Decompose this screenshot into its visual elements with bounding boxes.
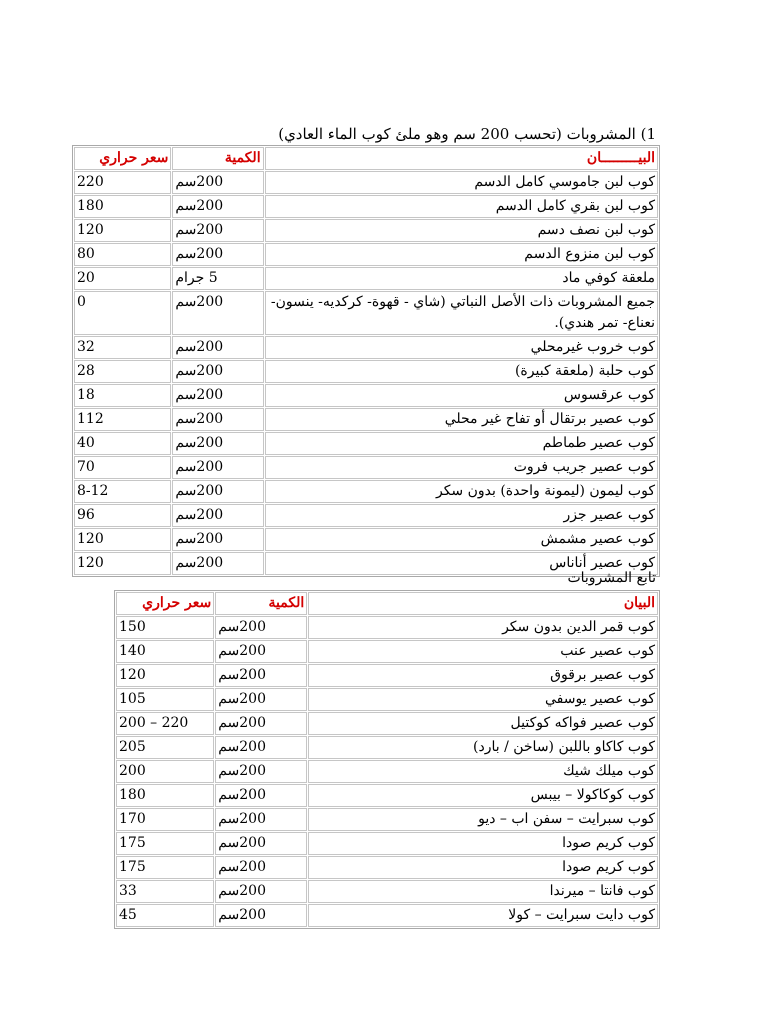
cell-calories: 200 bbox=[116, 760, 214, 783]
table-row bbox=[116, 904, 658, 927]
cell-quantity: 200سم bbox=[172, 432, 263, 455]
cell-quantity: 200سم bbox=[215, 736, 307, 759]
table-row bbox=[74, 195, 658, 218]
table-row bbox=[74, 219, 658, 242]
table-row bbox=[74, 528, 658, 551]
header-description: البيـــــــــان bbox=[265, 147, 658, 170]
table-row bbox=[116, 616, 658, 639]
cell-quantity: 200سم bbox=[172, 552, 263, 575]
table-row bbox=[74, 267, 658, 290]
table-row bbox=[74, 504, 658, 527]
table-row bbox=[116, 736, 658, 759]
cell-quantity: 200سم bbox=[172, 360, 263, 383]
cell-description: كوب كريم صودا bbox=[308, 856, 658, 879]
cell-description: كوب عصير برقوق bbox=[308, 664, 658, 687]
cell-quantity: 200سم bbox=[172, 528, 263, 551]
table-row bbox=[74, 480, 658, 503]
cell-quantity: 200سم bbox=[215, 712, 307, 735]
cell-quantity: 200سم bbox=[172, 219, 263, 242]
cell-description: كوب ميلك شيك bbox=[308, 760, 658, 783]
cell-description: كوب حلبة (ملعقة كبيرة) bbox=[265, 360, 658, 383]
cell-description: كوب كوكاكولا – بيبس bbox=[308, 784, 658, 807]
cell-calories: 112 bbox=[74, 408, 171, 431]
cell-quantity: 200سم bbox=[172, 291, 263, 335]
table-row bbox=[74, 456, 658, 479]
cell-description: كوب عصير برتقال أو تفاح غير محلي bbox=[265, 408, 658, 431]
cell-description: كوب ليمون (ليمونة واحدة) بدون سكر bbox=[265, 480, 658, 503]
cell-quantity: 200سم bbox=[215, 904, 307, 927]
cell-calories: 105 bbox=[116, 688, 214, 711]
cell-calories: 120 bbox=[74, 528, 171, 551]
drinks-calorie-table bbox=[72, 145, 660, 577]
cell-description: كوب عصير عنب bbox=[308, 640, 658, 663]
table-row bbox=[116, 664, 658, 687]
cell-calories: 140 bbox=[116, 640, 214, 663]
cell-quantity: 200سم bbox=[215, 616, 307, 639]
header-calories: سعر حراري bbox=[116, 592, 214, 615]
cell-quantity: 200سم bbox=[172, 171, 263, 194]
section-heading: 1) المشروبات (تحسب 200 سم وهو ملئ كوب الماء العادي) bbox=[278, 125, 656, 143]
table-row bbox=[74, 432, 658, 455]
cell-calories: 180 bbox=[74, 195, 171, 218]
table-row bbox=[116, 808, 658, 831]
table-row bbox=[116, 640, 658, 663]
header-quantity: الكمية bbox=[215, 592, 307, 615]
cell-calories: 175 bbox=[116, 856, 214, 879]
cell-quantity: 200سم bbox=[215, 856, 307, 879]
cell-calories: 28 bbox=[74, 360, 171, 383]
cell-description: كوب فانتا – ميرندا bbox=[308, 880, 658, 903]
cell-calories: 0 bbox=[74, 291, 171, 335]
cell-calories: 205 bbox=[116, 736, 214, 759]
cell-calories: 80 bbox=[74, 243, 171, 266]
cell-description: كوب لبن بقري كامل الدسم bbox=[265, 195, 658, 218]
cell-quantity: 200سم bbox=[215, 832, 307, 855]
table-row bbox=[116, 784, 658, 807]
cell-calories: 18 bbox=[74, 384, 171, 407]
cell-quantity: 200سم bbox=[215, 808, 307, 831]
table-row bbox=[116, 760, 658, 783]
cell-quantity: 200سم bbox=[172, 504, 263, 527]
cell-quantity: 5 جرام bbox=[172, 267, 263, 290]
cell-description: كوب دايت سبرايت – كولا bbox=[308, 904, 658, 927]
table-row bbox=[116, 856, 658, 879]
cell-quantity: 200سم bbox=[215, 664, 307, 687]
cell-quantity: 200سم bbox=[215, 640, 307, 663]
cell-calories: 200 – 220 bbox=[116, 712, 214, 735]
table-row bbox=[116, 712, 658, 735]
cell-quantity: 200سم bbox=[172, 243, 263, 266]
cell-calories: 120 bbox=[116, 664, 214, 687]
cell-calories: 70 bbox=[74, 456, 171, 479]
table-row bbox=[74, 243, 658, 266]
table-row bbox=[74, 171, 658, 194]
cell-description: كوب لبن جاموسي كامل الدسم bbox=[265, 171, 658, 194]
cell-calories: 170 bbox=[116, 808, 214, 831]
table-header-row bbox=[116, 592, 658, 615]
cell-quantity: 200سم bbox=[172, 384, 263, 407]
cell-calories: 120 bbox=[74, 552, 171, 575]
cell-description: ملعقة كوفي ماد bbox=[265, 267, 658, 290]
cell-calories: 40 bbox=[74, 432, 171, 455]
cell-description: كوب كريم صودا bbox=[308, 832, 658, 855]
cell-quantity: 200سم bbox=[215, 760, 307, 783]
header-calories: سعر حراري bbox=[74, 147, 171, 170]
cell-description: كوب قمر الدين بدون سكر bbox=[308, 616, 658, 639]
cell-calories: 150 bbox=[116, 616, 214, 639]
cell-description: كوب سبرايت – سفن اب – ديو bbox=[308, 808, 658, 831]
cell-calories: 180 bbox=[116, 784, 214, 807]
cell-calories: 8-12 bbox=[74, 480, 171, 503]
cell-description: كوب خروب غيرمحلي bbox=[265, 336, 658, 359]
cell-description: كوب كاكاو باللبن (ساخن / بارد) bbox=[308, 736, 658, 759]
header-quantity: الكمية bbox=[172, 147, 263, 170]
cell-quantity: 200سم bbox=[172, 408, 263, 431]
table-row bbox=[74, 291, 658, 335]
continued-heading: تابع المشروبات bbox=[567, 570, 656, 586]
cell-calories: 20 bbox=[74, 267, 171, 290]
cell-calories: 32 bbox=[74, 336, 171, 359]
cell-description: كوب عصير فواكه كوكتيل bbox=[308, 712, 658, 735]
cell-calories: 120 bbox=[74, 219, 171, 242]
table-row bbox=[74, 384, 658, 407]
cell-calories: 96 bbox=[74, 504, 171, 527]
cell-calories: 45 bbox=[116, 904, 214, 927]
cell-quantity: 200سم bbox=[215, 880, 307, 903]
cell-description: كوب عصير مشمش bbox=[265, 528, 658, 551]
cell-quantity: 200سم bbox=[172, 195, 263, 218]
cell-description: جميع المشروبات ذات الأصل النباتي (شاي - قهوة- كركديه- ينسون- نعناع- تمر هندي). bbox=[265, 291, 658, 335]
cell-quantity: 200سم bbox=[172, 456, 263, 479]
cell-description: كوب عصير طماطم bbox=[265, 432, 658, 455]
table-row bbox=[116, 880, 658, 903]
cell-calories: 33 bbox=[116, 880, 214, 903]
cell-description: كوب لبن نصف دسم bbox=[265, 219, 658, 242]
table-header-row bbox=[74, 147, 658, 170]
cell-description: كوب عرقسوس bbox=[265, 384, 658, 407]
drinks-continued-table bbox=[114, 590, 660, 929]
table-row bbox=[74, 360, 658, 383]
cell-quantity: 200سم bbox=[215, 784, 307, 807]
cell-description: كوب عصير أناناس bbox=[265, 552, 658, 575]
table-row bbox=[74, 408, 658, 431]
table-row bbox=[74, 336, 658, 359]
cell-description: كوب لبن منزوع الدسم bbox=[265, 243, 658, 266]
cell-quantity: 200سم bbox=[172, 480, 263, 503]
cell-description: كوب عصير جريب فروت bbox=[265, 456, 658, 479]
cell-description: كوب عصير يوسفي bbox=[308, 688, 658, 711]
header-description: البيان bbox=[308, 592, 658, 615]
cell-calories: 175 bbox=[116, 832, 214, 855]
cell-calories: 220 bbox=[74, 171, 171, 194]
cell-quantity: 200سم bbox=[215, 688, 307, 711]
table-row bbox=[116, 688, 658, 711]
cell-description: كوب عصير جزر bbox=[265, 504, 658, 527]
table-row bbox=[116, 832, 658, 855]
cell-quantity: 200سم bbox=[172, 336, 263, 359]
